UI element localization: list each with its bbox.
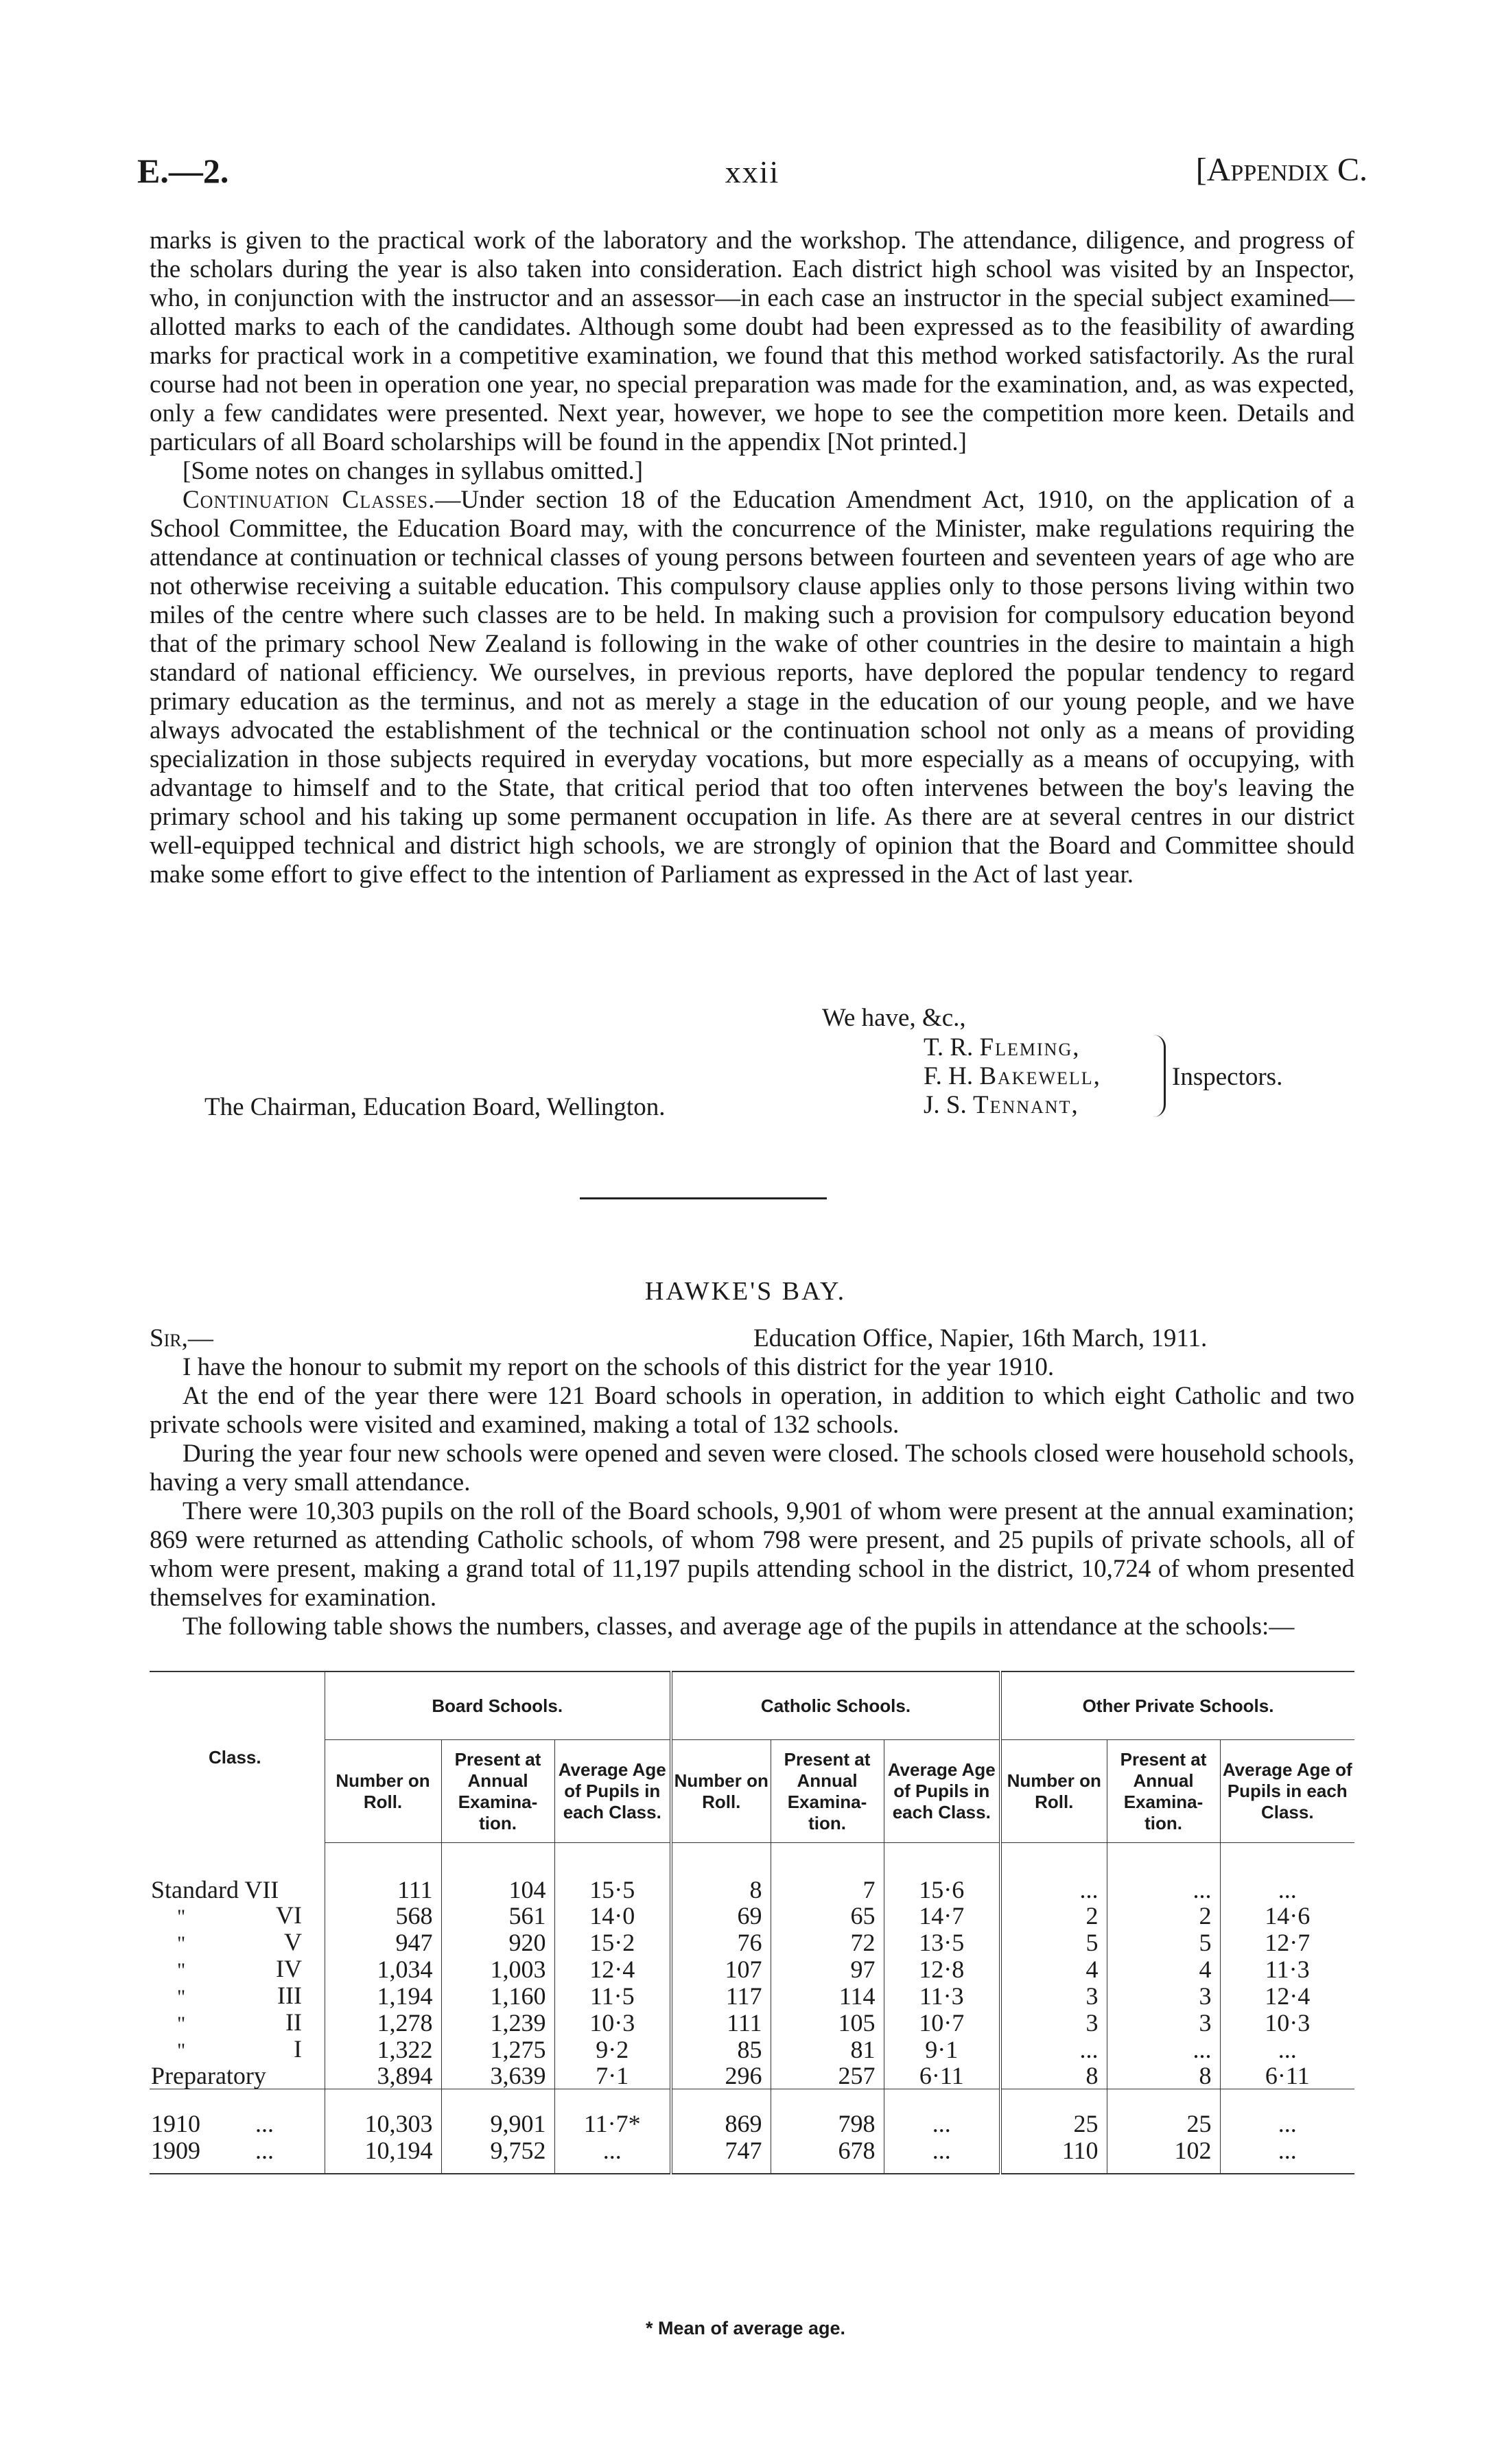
table-cell: 25 bbox=[1107, 2110, 1220, 2137]
table-cell: 9,752 bbox=[441, 2137, 554, 2163]
standard-numeral: IV bbox=[276, 1955, 302, 1982]
table-cell: 257 bbox=[771, 2063, 884, 2089]
table-cell: 1,322 bbox=[325, 2037, 441, 2063]
class-row bbox=[150, 2037, 1354, 2063]
header-appendix: [Appendix C. bbox=[1195, 152, 1367, 188]
table-cell: 110 bbox=[1000, 2137, 1107, 2163]
column-header: Number on Roll. bbox=[325, 1740, 441, 1843]
table-cell: 1,275 bbox=[441, 2037, 554, 2063]
report-paragraph: The following table shows the numbers, classes, and average age of the pupils in attendance at the schools:— bbox=[183, 1612, 1295, 1641]
private-schools-header: Other Private Schools. bbox=[1000, 1671, 1354, 1740]
ditto-mark: " bbox=[177, 1986, 186, 2008]
table-cell: 1,278 bbox=[325, 2010, 441, 2037]
inspectors-label: Inspectors. bbox=[1172, 1063, 1283, 1091]
table-cell: 747 bbox=[671, 2137, 771, 2163]
header-report-code: E.—2. bbox=[137, 152, 229, 190]
standard-numeral: V bbox=[284, 1928, 302, 1956]
table-cell: 117 bbox=[671, 1983, 771, 2010]
marks-paragraph: marks is given to the practical work of the laboratory and the workshop. The attendance, diligence, and progress of the scholars during the year is also taken into consideration. Each district high school was visited by an Inspector, who, in conjunction with the instructor and an assessor—in each case an instructor in the special subject examined—allotted marks to each of the candidates. Although some doubt had been expressed as to the feasibility of awarding marks for practical work in a competitive examination, we found that this method worked satisfactorily. As the rural course had not been in operation one year, no special preparation was made for the examination, and, as was expected, only a few candidates were presented. Next year, however, we hope to see the competition more keen. Details and particulars of all Board scholarships will be found in the appendix [Not printed.] bbox=[150, 226, 1354, 456]
board-schools-header: Board Schools. bbox=[325, 1671, 671, 1740]
row-label bbox=[150, 1929, 325, 1956]
table-cell: 798 bbox=[771, 2110, 884, 2137]
wellington-report-text bbox=[150, 226, 1354, 889]
row-label bbox=[150, 1956, 325, 1983]
table-cell: 11·3 bbox=[1220, 1956, 1354, 1983]
continuation-paragraph bbox=[150, 486, 1354, 889]
table-cell: 3 bbox=[1000, 2010, 1107, 2037]
table-cell: 2 bbox=[1107, 1903, 1220, 1929]
class-row bbox=[150, 2063, 1354, 2089]
report-paragraph: During the year four new schools were opened and seven were closed. The schools closed were household schools, having a very small attendance. bbox=[150, 1440, 1354, 1497]
table-cell: ... bbox=[1000, 2037, 1107, 2063]
table-cell: 12·4 bbox=[1220, 1983, 1354, 2010]
table-cell: 11·3 bbox=[884, 1983, 1000, 2010]
table-separator-row bbox=[150, 2089, 1354, 2111]
continuation-text: —Under section 18 of the Education Amendment Act, 1910, on the application of a School Committee, the Education Board may, with the concurrence of the Minister, make regulations requiring the attendance at continuation or technical classes of young persons between fourteen and seventeen years of age who are not otherwise receiving a suitable education. This compulsory clause applies only to those persons living within two miles of the centre where such classes are to be held. In making such a provision for compulsory education beyond that of the primary school New Zealand is following in the wake of other countries in the desire to maintain a high standard of national efficiency. We ourselves, in previous reports, have deplored the popular tendency to regard primary education as the terminus, and not as merely a stage in the education of our young people, and we have always advocated the establishment of the technical or the continuation school not only as a means of providing specialization in those subjects required in everyday vocations, but more especially as a means of occupying, with advantage to himself and to the State, that critical period that too often intervenes between the boy's leaving the primary school and his taking up some permanent occupation in life. As there are at several centres in our district well-equipped technical and district high schools, we are strongly of opinion that the Board and Committee should make some effort to give effect to the intention of Parliament as expressed in the Act of last year. bbox=[150, 486, 1354, 889]
table-cell: 4 bbox=[1000, 1956, 1107, 1983]
ditto-mark: " bbox=[177, 1932, 186, 1955]
row-label bbox=[150, 2037, 325, 2063]
table-cell: 15·6 bbox=[884, 1877, 1000, 1903]
table-cell: 869 bbox=[671, 2110, 771, 2137]
column-header: Average Age of Pupils in each Class. bbox=[1220, 1740, 1354, 1843]
report-paragraph: At the end of the year there were 121 Board schools in operation, in addition to which eight Catholic and two private schools were visited and examined, making a total of 132 schools. bbox=[150, 1382, 1354, 1439]
table-cell: 76 bbox=[671, 1929, 771, 1956]
table-cell: 25 bbox=[1000, 2110, 1107, 2137]
table-cell: 9·2 bbox=[554, 2037, 671, 2063]
table-cell: 14·0 bbox=[554, 1903, 671, 1929]
table-cell: 105 bbox=[771, 2010, 884, 2037]
leader-dots: ... bbox=[255, 2110, 274, 2137]
table-cell: 947 bbox=[325, 1929, 441, 1956]
table-cell: 920 bbox=[441, 1929, 554, 1956]
class-row bbox=[150, 1929, 1354, 1956]
column-header: Present at Annual Examina-tion. bbox=[441, 1740, 554, 1843]
report-paragraph: There were 10,303 pupils on the roll of the Board schools, 9,901 of whom were present at the annual examination; 869 were returned as attending Catholic schools, of whom 798 were present, and 25 pupils of private schools, all of whom were present, making a grand total of 11,197 pupils attending school in the district, 10,724 of whom presented themselves for examination. bbox=[150, 1497, 1354, 1612]
table-cell: 1,239 bbox=[441, 2010, 554, 2037]
table-cell: ... bbox=[884, 2137, 1000, 2163]
table-cell: 65 bbox=[771, 1903, 884, 1929]
class-row bbox=[150, 2010, 1354, 2037]
section-divider bbox=[580, 1197, 827, 1199]
signatory bbox=[924, 1033, 1101, 1062]
table-cell: 10·7 bbox=[884, 2010, 1000, 2037]
leader-dots: ... bbox=[255, 2137, 274, 2164]
report-paragraph: I have the honour to submit my report on the schools of this district for the year 1910. bbox=[183, 1353, 1055, 1381]
continuation-heading: Continuation Classes. bbox=[183, 486, 436, 514]
table-cell: 561 bbox=[441, 1903, 554, 1929]
table-cell: 85 bbox=[671, 2037, 771, 2063]
row-label bbox=[150, 2137, 325, 2163]
table-cell: 678 bbox=[771, 2137, 884, 2163]
signatory-initials: F. H. bbox=[924, 1062, 974, 1090]
row-label bbox=[150, 1903, 325, 1929]
ditto-mark: " bbox=[177, 1905, 186, 1928]
row-label bbox=[150, 2063, 325, 2089]
signatory bbox=[924, 1091, 1101, 1120]
ditto-mark: " bbox=[177, 2013, 186, 2035]
table-cell: 2 bbox=[1000, 1903, 1107, 1929]
table-cell: 12·7 bbox=[1220, 1929, 1354, 1956]
table-cell: 14·7 bbox=[884, 1903, 1000, 1929]
year-total-row bbox=[150, 2110, 1354, 2137]
signature-brace bbox=[1151, 1035, 1166, 1117]
table-cell: 12·8 bbox=[884, 1956, 1000, 1983]
year-label: 1909 bbox=[151, 2137, 200, 2164]
table-cell: 6·11 bbox=[1220, 2063, 1354, 2089]
hawkes-bay-report-text bbox=[150, 1324, 1354, 1641]
signature-block bbox=[150, 1003, 1354, 1120]
column-header: Average Age of Pupils in each Class. bbox=[554, 1740, 671, 1843]
table-cell: 10·3 bbox=[554, 2010, 671, 2037]
attendance-table-wrapper bbox=[150, 1671, 1354, 2174]
class-row bbox=[150, 1956, 1354, 1983]
table-cell: ... bbox=[1107, 1877, 1220, 1903]
standard-numeral: VI bbox=[276, 1901, 302, 1929]
column-header: Present at Annual Examina-tion. bbox=[771, 1740, 884, 1843]
signatory-surname: Tennant, bbox=[972, 1091, 1079, 1119]
table-cell: 10·3 bbox=[1220, 2010, 1354, 2037]
section-title: HAWKE'S BAY. bbox=[644, 1277, 847, 1306]
table-cell: 3,894 bbox=[325, 2063, 441, 2089]
table-cell: 111 bbox=[325, 1877, 441, 1903]
table-cell: 8 bbox=[1000, 2063, 1107, 2089]
table-cell: ... bbox=[554, 2137, 671, 2163]
table-cell: 10,303 bbox=[325, 2110, 441, 2137]
table-cell: 568 bbox=[325, 1903, 441, 1929]
syllabus-note: [Some notes on changes in syllabus omitted.] bbox=[183, 457, 644, 485]
year-label: 1910 bbox=[151, 2110, 200, 2137]
signatory-list bbox=[924, 1033, 1101, 1120]
signatory-surname: Fleming, bbox=[979, 1033, 1081, 1061]
salutation: Sir,— bbox=[150, 1324, 213, 1352]
column-header: Number on Roll. bbox=[1000, 1740, 1107, 1843]
row-label bbox=[150, 1877, 325, 1903]
signatory-surname: Bakewell, bbox=[979, 1062, 1101, 1090]
table-cell: 7·1 bbox=[554, 2063, 671, 2089]
table-cell: 1,160 bbox=[441, 1983, 554, 2010]
table-cell: 1,194 bbox=[325, 1983, 441, 2010]
year-total-row bbox=[150, 2137, 1354, 2163]
table-cell: 69 bbox=[671, 1903, 771, 1929]
table-cell: 81 bbox=[771, 2037, 884, 2063]
signatory-initials: J. S. bbox=[924, 1091, 967, 1119]
table-cell: ... bbox=[884, 2110, 1000, 2137]
table-cell: 97 bbox=[771, 1956, 884, 1983]
header-page-number: xxii bbox=[725, 154, 780, 189]
table-cell: 7 bbox=[771, 1877, 884, 1903]
table-cell: 8 bbox=[671, 1877, 771, 1903]
salutation-line bbox=[150, 1324, 1354, 1353]
ditto-mark: " bbox=[177, 1959, 186, 1982]
table-cell: ... bbox=[1000, 1877, 1107, 1903]
page-header bbox=[137, 151, 1367, 199]
office-date: Education Office, Napier, 16th March, 1911. bbox=[753, 1324, 1208, 1352]
class-row bbox=[150, 1877, 1354, 1903]
table-cell: ... bbox=[1107, 2037, 1220, 2063]
table-cell: 114 bbox=[771, 1983, 884, 2010]
table-cell: 12·4 bbox=[554, 1956, 671, 1983]
table-footnote: * Mean of average age. bbox=[645, 2318, 846, 2338]
table-spacer-row bbox=[150, 1843, 1354, 1878]
column-header: Average Age of Pupils in each Class. bbox=[884, 1740, 1000, 1843]
table-cell: 5 bbox=[1000, 1929, 1107, 1956]
ditto-mark: " bbox=[177, 2039, 186, 2062]
table-cell: 102 bbox=[1107, 2137, 1220, 2163]
table-cell: 1,034 bbox=[325, 1956, 441, 1983]
class-column-header: Class. bbox=[209, 1746, 261, 1768]
class-row bbox=[150, 1903, 1354, 1929]
table-cell: 3 bbox=[1107, 2010, 1220, 2037]
row-label bbox=[150, 2110, 325, 2137]
table-cell: 15·5 bbox=[554, 1877, 671, 1903]
table-subheader-row bbox=[150, 1740, 1354, 1843]
table-cell: 104 bbox=[441, 1877, 554, 1903]
table-cell: 3 bbox=[1107, 1983, 1220, 2010]
table-cell: ... bbox=[1220, 2110, 1354, 2137]
table-cell: 296 bbox=[671, 2063, 771, 2089]
column-header: Present at Annual Examina-tion. bbox=[1107, 1740, 1220, 1843]
table-cell: 72 bbox=[771, 1929, 884, 1956]
table-cell: 9·1 bbox=[884, 2037, 1000, 2063]
standard-numeral: III bbox=[277, 1982, 302, 2009]
table-cell: 107 bbox=[671, 1956, 771, 1983]
standard-numeral: I bbox=[294, 2035, 302, 2063]
addressee: The Chairman, Education Board, Wellington. bbox=[204, 1093, 666, 1121]
table-cell: 6·11 bbox=[884, 2063, 1000, 2089]
table-cell: ... bbox=[1220, 2037, 1354, 2063]
attendance-table bbox=[150, 1671, 1354, 2174]
table-cell: 13·5 bbox=[884, 1929, 1000, 1956]
table-cell: 1,003 bbox=[441, 1956, 554, 1983]
class-row bbox=[150, 1983, 1354, 2010]
table-cell: 8 bbox=[1107, 2063, 1220, 2089]
column-header: Number on Roll. bbox=[671, 1740, 771, 1843]
table-cell: ... bbox=[1220, 2137, 1354, 2163]
row-label bbox=[150, 2010, 325, 2037]
row-label bbox=[150, 1983, 325, 2010]
table-cell: 3 bbox=[1000, 1983, 1107, 2010]
class-label: Preparatory bbox=[151, 2062, 266, 2089]
signatory bbox=[924, 1062, 1101, 1091]
table-cell: 14·6 bbox=[1220, 1903, 1354, 1929]
table-cell: 11·7* bbox=[554, 2110, 671, 2137]
table-cell: 3,639 bbox=[441, 2063, 554, 2089]
standard-numeral: II bbox=[285, 2008, 302, 2036]
table-cell: 4 bbox=[1107, 1956, 1220, 1983]
table-cell: 9,901 bbox=[441, 2110, 554, 2137]
table-group-header-row bbox=[150, 1671, 1354, 1740]
table-cell: 111 bbox=[671, 2010, 771, 2037]
table-cell: ... bbox=[1220, 1877, 1354, 1903]
signatory-initials: T. R. bbox=[924, 1033, 974, 1061]
class-label: Standard VII bbox=[151, 1876, 279, 1903]
table-cell: 15·2 bbox=[554, 1929, 671, 1956]
closing-line: We have, &c., bbox=[822, 1004, 966, 1032]
table-bottom-rule bbox=[150, 2163, 1354, 2174]
table-cell: 11·5 bbox=[554, 1983, 671, 2010]
table-cell: 10,194 bbox=[325, 2137, 441, 2163]
table-cell: 5 bbox=[1107, 1929, 1220, 1956]
catholic-schools-header: Catholic Schools. bbox=[671, 1671, 1000, 1740]
table-body bbox=[150, 1843, 1354, 2174]
